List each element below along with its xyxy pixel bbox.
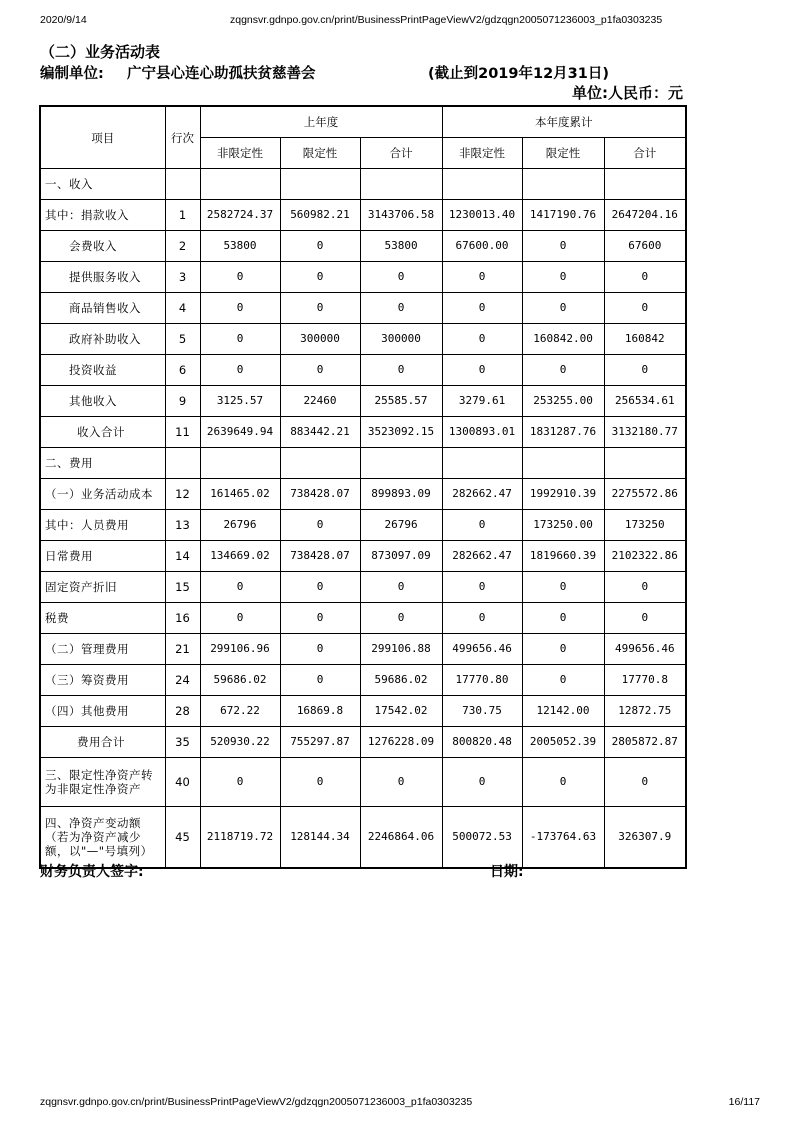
cell-value: 0 [442,293,522,324]
cell-value: 0 [522,603,604,634]
cell-value: 0 [280,293,360,324]
row-line: 21 [165,634,200,665]
table-row [40,355,686,386]
cell-value: 0 [280,231,360,262]
row-line: 9 [165,386,200,417]
table-row [40,634,686,665]
finance-officer-signature-label: 财务负责人签字: [40,864,144,880]
table-row [40,510,686,541]
header-item: 项目 [40,106,165,169]
table-row [40,727,686,758]
cell-value: 0 [280,758,360,807]
cell-value: 883442.21 [280,417,360,448]
header-cur-restricted: 限定性 [522,138,604,169]
cell-value: 0 [280,510,360,541]
cell-value [442,448,522,479]
row-item: 投资收益 [40,355,165,386]
table-row [40,448,686,479]
cell-value: 3132180.77 [604,417,686,448]
row-item: 费用合计 [40,727,165,758]
cell-value [200,169,280,200]
row-item: 一、收入 [40,169,165,200]
row-line: 11 [165,417,200,448]
cell-value: 0 [442,758,522,807]
date-label: 日期: [490,864,524,880]
cell-value: 0 [360,572,442,603]
header-cur-nonrestricted: 非限定性 [442,138,522,169]
cell-value: 173250 [604,510,686,541]
row-line [165,169,200,200]
cell-value: 755297.87 [280,727,360,758]
table-row [40,169,686,200]
cell-value: 0 [200,603,280,634]
cell-value: 2275572.86 [604,479,686,510]
cell-value: 0 [280,634,360,665]
cell-value: 3279.61 [442,386,522,417]
row-line: 14 [165,541,200,572]
row-item: 商品销售收入 [40,293,165,324]
row-line: 5 [165,324,200,355]
print-footer [40,1096,760,1110]
cell-value: 53800 [200,231,280,262]
cell-value: 0 [522,572,604,603]
cell-value: 17542.02 [360,696,442,727]
cell-value: 0 [604,262,686,293]
row-line: 3 [165,262,200,293]
cell-value: 0 [360,603,442,634]
cell-value: 161465.02 [200,479,280,510]
cell-value: 0 [280,355,360,386]
cell-value [360,448,442,479]
cell-value: 2005052.39 [522,727,604,758]
row-line [165,448,200,479]
row-line: 35 [165,727,200,758]
row-item: 日常费用 [40,541,165,572]
cell-value [604,169,686,200]
cell-value [522,448,604,479]
cell-value: -173764.63 [522,807,604,869]
unit-name: 广宁县心连心助孤扶贫慈善会 [127,66,316,82]
cell-value: 0 [280,262,360,293]
table-row [40,231,686,262]
cell-value: 0 [280,572,360,603]
row-item: 政府补助收入 [40,324,165,355]
cell-value: 899893.09 [360,479,442,510]
table-row [40,386,686,417]
row-line: 24 [165,665,200,696]
cell-value [522,169,604,200]
cell-value: 299106.96 [200,634,280,665]
unit-label: 编制单位: [40,66,104,82]
cell-value: 0 [200,293,280,324]
cell-value: 59686.02 [200,665,280,696]
header-cur-year: 本年度累计 [442,106,686,138]
row-line: 12 [165,479,200,510]
cell-value [360,169,442,200]
table-row [40,541,686,572]
row-item: 四、净资产变动额（若为净资产减少额，以"—"号填列） [40,807,165,869]
cell-value: 0 [442,324,522,355]
row-line: 28 [165,696,200,727]
cell-value: 1831287.76 [522,417,604,448]
cell-value: 134669.02 [200,541,280,572]
footer-url: zqgnsvr.gdnpo.gov.cn/print/BusinessPrintPageViewV2/gdzqgn2005071236003_p1fa0303235 [40,1096,473,1108]
cell-value: 173250.00 [522,510,604,541]
cell-value: 17770.80 [442,665,522,696]
header-prev-restricted: 限定性 [280,138,360,169]
cell-value: 499656.46 [442,634,522,665]
cell-value: 499656.46 [604,634,686,665]
unit-line [40,62,700,80]
cell-value: 0 [522,665,604,696]
cell-value: 0 [200,324,280,355]
print-header [40,14,760,28]
cell-value: 25585.57 [360,386,442,417]
cell-value: 0 [442,355,522,386]
header-prev-nonrestricted: 非限定性 [200,138,280,169]
cell-value: 0 [360,355,442,386]
cell-value: 2639649.94 [200,417,280,448]
cell-value: 282662.47 [442,541,522,572]
cell-value: 1230013.40 [442,200,522,231]
cell-value: 0 [604,603,686,634]
header-line: 行次 [165,106,200,169]
cell-value: 0 [604,572,686,603]
table-row [40,293,686,324]
cell-value: 560982.21 [280,200,360,231]
table-row [40,758,686,807]
cell-value: 326307.9 [604,807,686,869]
cell-value: 0 [522,293,604,324]
row-item: 提供服务收入 [40,262,165,293]
row-line: 40 [165,758,200,807]
cell-value: 0 [200,758,280,807]
row-item: （二）管理费用 [40,634,165,665]
row-item: （一）业务活动成本 [40,479,165,510]
cell-value: 0 [200,572,280,603]
cell-value: 160842.00 [522,324,604,355]
row-item: 其他收入 [40,386,165,417]
cell-value: 300000 [360,324,442,355]
row-line: 1 [165,200,200,231]
cell-value: 0 [200,355,280,386]
table-row [40,603,686,634]
row-line: 2 [165,231,200,262]
cell-value: 0 [360,262,442,293]
cell-value: 500072.53 [442,807,522,869]
cell-value: 520930.22 [200,727,280,758]
cell-value: 1300893.01 [442,417,522,448]
row-line: 6 [165,355,200,386]
table-row [40,807,686,869]
row-item: 其中：捐款收入 [40,200,165,231]
row-line: 15 [165,572,200,603]
cell-value: 0 [280,603,360,634]
cell-value [442,169,522,200]
cell-value: 256534.61 [604,386,686,417]
cell-value: 2647204.16 [604,200,686,231]
cell-value: 873097.09 [360,541,442,572]
cell-value: 3125.57 [200,386,280,417]
cell-value: 3523092.15 [360,417,442,448]
cell-value: 26796 [200,510,280,541]
table-row [40,665,686,696]
row-item: 二、费用 [40,448,165,479]
row-item: （四）其他费用 [40,696,165,727]
cell-value: 0 [360,293,442,324]
row-line: 45 [165,807,200,869]
currency-unit: 单位:人民币：元 [572,84,683,102]
cell-value: 0 [522,231,604,262]
cell-value: 1276228.09 [360,727,442,758]
cell-value: 17770.8 [604,665,686,696]
cell-value: 0 [522,758,604,807]
cell-value: 59686.02 [360,665,442,696]
cell-value: 0 [442,603,522,634]
cell-value: 800820.48 [442,727,522,758]
row-line: 4 [165,293,200,324]
cell-value: 2102322.86 [604,541,686,572]
activity-table [39,105,687,869]
cell-value: 53800 [360,231,442,262]
section-title: （二）业务活动表 [40,43,161,61]
row-item: 会费收入 [40,231,165,262]
cell-value [280,169,360,200]
header-prev-total: 合计 [360,138,442,169]
table-row [40,417,686,448]
cell-value: 12872.75 [604,696,686,727]
table-header-row [40,106,686,138]
cell-value: 12142.00 [522,696,604,727]
row-item: 固定资产折旧 [40,572,165,603]
cell-value [280,448,360,479]
table-row [40,696,686,727]
cell-value: 0 [604,355,686,386]
cell-value: 0 [360,758,442,807]
row-item: 收入合计 [40,417,165,448]
cell-value: 2118719.72 [200,807,280,869]
cell-value: 0 [604,293,686,324]
cell-value: 1417190.76 [522,200,604,231]
table-row [40,262,686,293]
table-row [40,479,686,510]
cell-value: 299106.88 [360,634,442,665]
table-row [40,572,686,603]
signature-line [40,861,700,879]
cell-value: 160842 [604,324,686,355]
cell-value: 128144.34 [280,807,360,869]
cell-value: 0 [200,262,280,293]
cell-value [200,448,280,479]
row-item: 其中：人员费用 [40,510,165,541]
cell-value: 67600.00 [442,231,522,262]
table-row [40,200,686,231]
cell-value: 0 [280,665,360,696]
print-date: 2020/9/14 [40,14,87,26]
cell-value: 1819660.39 [522,541,604,572]
cell-value: 0 [442,510,522,541]
cell-value: 1992910.39 [522,479,604,510]
cell-value: 2582724.37 [200,200,280,231]
table-row [40,324,686,355]
cell-value: 67600 [604,231,686,262]
cell-value: 738428.07 [280,479,360,510]
cell-value: 253255.00 [522,386,604,417]
cell-value: 0 [522,262,604,293]
cell-value: 22460 [280,386,360,417]
cell-value [604,448,686,479]
cell-value: 2246864.06 [360,807,442,869]
page-number: 16/117 [728,1096,760,1108]
cell-value: 0 [442,572,522,603]
row-item: 三、限定性净资产转为非限定性净资产 [40,758,165,807]
cell-value: 0 [604,758,686,807]
cell-value: 16869.8 [280,696,360,727]
cell-value: 300000 [280,324,360,355]
row-item: 税费 [40,603,165,634]
cell-value: 3143706.58 [360,200,442,231]
cell-value: 730.75 [442,696,522,727]
header-cur-total: 合计 [604,138,686,169]
cell-value: 738428.07 [280,541,360,572]
row-line: 16 [165,603,200,634]
print-url: zqgnsvr.gdnpo.gov.cn/print/BusinessPrintPageViewV2/gdzqgn2005071236003_p1fa0303235 [230,14,663,26]
cell-value: 672.22 [200,696,280,727]
cell-value: 0 [522,355,604,386]
row-item: （三）筹资费用 [40,665,165,696]
cell-value: 2805872.87 [604,727,686,758]
report-period: (截止到2019年12月31日) [428,66,609,82]
cell-value: 0 [522,634,604,665]
cell-value: 0 [442,262,522,293]
cell-value: 282662.47 [442,479,522,510]
header-prev-year: 上年度 [200,106,442,138]
cell-value: 26796 [360,510,442,541]
row-line: 13 [165,510,200,541]
